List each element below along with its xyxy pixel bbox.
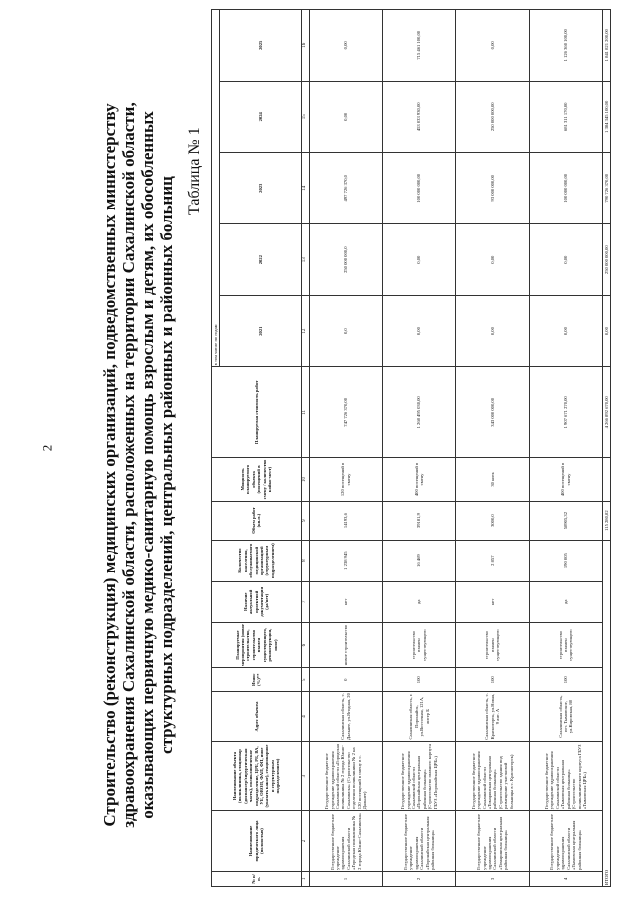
cell-planned: новое строительство [309,622,382,667]
cell-people: 16 469 [382,540,455,581]
cell-volume: 3000,0 [456,501,529,540]
header-address: Адрес объекта [212,692,302,742]
cell-volume: 14193,6 [309,501,382,540]
header-object: Наименование объекта (поликлиника, стационар (диспансер/хирургическая часть), поликлиническое подразделение, ЦРБ, РБ, ВА, УБ, ОВОП, ФАП, ФП, иное (указать какое), стационарное и структурным подразделением) [212,741,302,810]
header-name: Наименование юридического лица (полностью) [212,811,302,872]
col-num: 9 [301,501,309,540]
cell-2022: 0,00 [529,224,602,295]
header-year-2023: 2023 [220,153,301,224]
cell-n: 3 [456,871,529,886]
cell-n: 4 [529,871,602,886]
cell-2024: 250 000 000,00 [456,81,529,152]
cell-2024: 681 311 170,00 [529,81,602,152]
cell-2025: 715 461 100,00 [382,10,455,82]
total-2024: 1 384 345 100,00 [602,81,610,152]
cell-2022: 0,00 [456,224,529,295]
cell-address: Сахалинская область, с. Дальнее, ул.Ягодная, 20 [309,692,382,742]
col-num: 11 [301,367,309,458]
cell-design: да [529,581,602,622]
cell-n: 1 [309,871,382,886]
header-year-2025: 2025 [220,10,301,82]
total-cost: 4 266 892 670,00 [602,367,610,458]
header-cost: Планируемая стоимость работ [212,367,302,458]
col-num: 10 [301,458,309,501]
cell-2022: 250 000 000,0 [309,224,382,295]
cell-2025: 0,00 [309,10,382,82]
cell-name: Государственное бюджетное учреждение здравоохранения Сахалинской области «Тымовская центральная районная больница» [529,811,602,872]
cell-2022: 0,00 [382,224,455,295]
cell-design: нет [456,581,529,622]
col-num: 5 [301,668,309,692]
cell-2021: 0,00 [529,295,602,366]
page-number: 2 [39,444,55,452]
column-numbers-row [301,10,309,887]
cell-cost: 1 907 671 270,00 [529,367,602,458]
col-num: 15 [301,81,309,152]
cell-2025: 1 126 360 100,00 [529,10,602,82]
col-num: 16 [301,10,309,82]
cell-wear: 100 [456,668,529,692]
cell-wear: 100 [382,668,455,692]
cell-2021: 0,0 [309,295,382,366]
cell-planned: строительство взамен существующего [456,622,529,667]
total-label: ИТОГО [602,540,610,886]
header-volume: Объем работ (кв.м.) [212,501,302,540]
total-row [602,10,610,887]
header-year-2022: 2022 [220,224,301,295]
cell-object: Государственное бюджетное учреждение здравоохранения Сахалинской области «Поронайская центральная районная больница» (Строительство главного корпуса ГБУЗ «Поронайская ЦРБ») [382,741,455,810]
cell-name: Государственное бюджетное учреждение здравоохранения Сахалинской области «Городская поликлиника № 2 города Южно-Сахалинска» [309,811,382,872]
cell-address: Сахалинская область, пгт. Тымовское, ул.Кировская, 88 [529,692,602,742]
header-planned: Планируемые мероприятия (новое строительство, строительство взамен существующего, реконструкция, иное) [212,622,302,667]
total-volume: 115 280,82 [602,501,610,540]
col-num: 8 [301,540,309,581]
table-row [456,10,529,887]
cell-2021: 0,00 [382,295,455,366]
cell-capacity: 400 посещений в смену [529,458,602,501]
col-num: 6 [301,622,309,667]
col-num: 4 [301,692,309,742]
col-num: 14 [301,153,309,224]
cell-address: Сахалинская область, с. Красногорск, ул.Новая, 9 лит. А [456,692,529,742]
cell-people: 2 857 [456,540,529,581]
col-num: 2 [301,811,309,872]
cell-n: 2 [382,871,455,886]
cell-wear: 0 [309,668,382,692]
document-title: Строительство (реконструкция) медицинских организаций, подведомственных министерству здравоохранения Сахалинской области, расположенных на территории Сахалинской области, оказывающих первичную медико-санитарную помощь взрослым и детям, их обособленных структурных подразделений, центральных районных и районных больниц [100,102,176,828]
header-design: Наличие актуальной проектной документации (да/нет) [212,581,302,622]
table-row [529,10,602,887]
cell-planned: строительство взамен существующего [382,622,455,667]
col-num: 13 [301,224,309,295]
header-n: № п/п. [212,871,302,886]
table-row [382,10,455,887]
total-2021: 0,00 [602,295,610,366]
header-incl: в том числе по годам [212,10,220,367]
col-num: 1 [301,871,309,886]
header-wear: Износ (%)** [212,668,302,692]
header-year-2024: 2024 [220,81,301,152]
table-label: Таблица № 1 [186,127,203,215]
total-2022: 250 000 000,00 [602,224,610,295]
header-year-2021: 2021 [220,295,301,366]
cell-2023: 497 726 370,0 [309,153,382,224]
cell-people: 190 005 [529,540,602,581]
cell-object: Государственное бюджетное учреждение здравоохранения Сахалинской области «Городская поликлиника № 2 города Южно-Сахалинска» (Строительство отделения поликлиники № 2 на 120 посещений в смену в с. Дальнее) [309,741,382,810]
cell-cost: 1 268 495 030,00 [382,367,455,458]
cell-people: 1 238 945 [309,540,382,581]
cell-2024: 0,00 [309,81,382,152]
cell-2021: 0,00 [456,295,529,366]
cell-2023: 100 000 000,00 [382,153,455,224]
table-row [309,10,382,887]
total-capacity [602,458,610,501]
cell-cost: 343 000 000,00 [456,367,529,458]
cell-planned: строительство взамен существующего [529,622,602,667]
cell-2023: 100 000 000,00 [529,153,602,224]
cell-name: Государственное бюджетное учреждение здравоохранения Сахалинской области «Поронайская центральная районная больница» [382,811,455,872]
cell-capacity: 30 коек [456,458,529,501]
cell-wear: 100 [529,668,602,692]
header-capacity: Мощность планируемого объекта (посещений в смену / количество койко-мест) [212,458,302,501]
cell-capacity: 400 посещений в смену [382,458,455,501]
cell-capacity: 120 посещений в смену [309,458,382,501]
col-num: 12 [301,295,309,366]
total-2023: 790 726 370,00 [602,153,610,224]
cell-cost: 747 726 370,00 [309,367,382,458]
cell-2023: 93 000 000,00 [456,153,529,224]
total-2025: 1 841 821 200,00 [602,10,610,82]
cell-object: Государственное бюджетное учреждение здравоохранения Сахалинской области «Томаринская центральная районная больница» (Строительство здания под размещение участковой больницы в с. Красногорск) [456,741,529,810]
cell-volume: 58905,32 [529,501,602,540]
cell-volume: 39181,9 [382,501,455,540]
cell-2025: 0,00 [456,10,529,82]
cell-design: да [382,581,455,622]
data-table [211,9,611,887]
cell-2024: 453 033 930,00 [382,81,455,152]
col-num: 7 [301,581,309,622]
cell-design: нет [309,581,382,622]
header-people: Количество населения, обслуживаемого медицинской организацией (структурным подразделением) [212,540,302,581]
cell-name: Государственное бюджетное учреждение здравоохранения Сахалинской области «Томаринская центральная районная больница» [456,811,529,872]
cell-address: Сахалинская область, г. Поронайск, ул.Восточная, 121А, литер Б [382,692,455,742]
col-num: 3 [301,741,309,810]
cell-object: Государственное бюджетное учреждение здравоохранения Сахалинской области «Тымовская центральная районная больница» (Строительство поликлинического корпуса ГБУЗ «Тымовская ЦРБ») [529,741,602,810]
